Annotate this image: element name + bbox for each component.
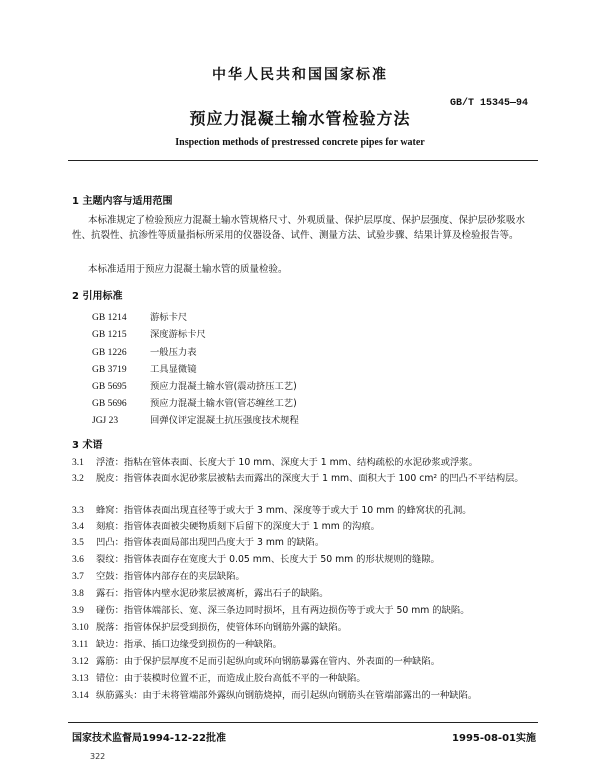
reference-title: 深度游标卡尺 <box>150 329 206 340</box>
term-item <box>72 553 536 567</box>
term-number: 3.8 <box>72 589 84 599</box>
reference-item <box>92 344 197 358</box>
reference-item <box>92 395 297 409</box>
term-text: 裂纹：指管体表面存在宽度大于 0.05 mm、长度大于 50 mm 的形状规则的缝隙。 <box>96 554 440 565</box>
reference-code: GB 1215 <box>92 330 127 340</box>
term-text: 蜂窝：指管体表面出现直径等于或大于 3 mm、深度等于或大于 10 mm 的蜂窝状的孔洞。 <box>96 505 472 516</box>
term-number: 3.9 <box>72 606 84 616</box>
page-title: 预应力混凝土输水管检验方法 <box>189 109 411 128</box>
section-heading-2: 2 引用标准 <box>72 291 123 302</box>
term-item <box>72 536 536 550</box>
term-number: 3.3 <box>72 506 84 516</box>
reference-title: 预应力混凝土输水管(管芯缠丝工艺) <box>150 398 297 409</box>
term-item <box>72 655 536 669</box>
term-item <box>72 604 536 618</box>
reference-code: JGJ 23 <box>92 416 119 426</box>
reference-code: GB 5695 <box>92 382 127 392</box>
section-heading-1: 1 主题内容与适用范围 <box>72 196 173 207</box>
reference-title: 工具显微镜 <box>150 364 197 375</box>
reference-title: 一般压力表 <box>150 347 197 358</box>
standard-code: GB/T 15345—94 <box>449 98 528 109</box>
term-item <box>72 456 536 470</box>
term-text: 空鼓：指管体内部存在的夹层缺陷。 <box>96 571 245 582</box>
standard-title: 中华人民共和国国家标准 <box>212 67 388 83</box>
reference-title: 预应力混凝土输水管(震动挤压工艺) <box>150 381 297 392</box>
term-text: 脱落：指管体保护层受到损伤，使管体环向钢筋外露的缺陷。 <box>96 622 348 633</box>
section1-paragraph-2: 本标准适用于预应力混凝土输水管的质量检验。 <box>88 264 288 275</box>
term-text: 纵筋露头：由于未将管端部外露纵向钢筋烧掉，而引起纵向钢筋头在管端部露出的一种缺陷。 <box>96 690 478 701</box>
term-text: 脱皮：指管体表面水泥砂浆层被粘去而露出的深度大于 1 mm、面积大于 100 cm² 的凹凸不平结构层。 <box>96 473 524 484</box>
implementation-date: 1995-08-01实施 <box>452 733 536 744</box>
page-number: 322 <box>90 752 106 761</box>
term-number: 3.11 <box>72 640 89 650</box>
term-item <box>72 638 536 652</box>
bottom-divider <box>68 722 538 723</box>
reference-code: GB 5696 <box>92 399 127 409</box>
section-heading-3: 3 术语 <box>72 440 103 451</box>
term-number: 3.7 <box>72 572 84 582</box>
reference-code: GB 3719 <box>92 365 127 375</box>
term-item <box>72 520 536 534</box>
term-item <box>72 570 536 584</box>
reference-title: 回弹仪评定混凝土抗压强度技术规程 <box>150 415 299 426</box>
english-title: Inspection methods of prestressed concrete pipes for water <box>175 137 425 148</box>
term-item <box>72 672 536 686</box>
term-number: 3.12 <box>72 657 89 667</box>
section1-paragraph-1: 本标准规定了检验预应力混凝土输水管规格尺寸、外观质量、保护层厚度、保护层强度、保护层砂浆吸水性、抗裂性、抗渗性等质量指标所采用的仪器设备、试件、测量方法、试验步骤、结果计算及检验报告等。 <box>72 215 526 241</box>
term-text: 错位：由于装模时位置不正，而造成止胶台高低不平的一种缺陷。 <box>96 673 366 684</box>
reference-item <box>92 412 299 426</box>
reference-item <box>92 326 206 340</box>
term-number: 3.13 <box>72 674 89 684</box>
top-divider <box>68 160 538 161</box>
term-text: 凹凸：指管体表面局部出现凹凸度大于 3 mm 的缺陷。 <box>96 537 325 548</box>
reference-title: 游标卡尺 <box>150 312 188 323</box>
term-text: 浮渣：指粘在管体表面、长度大于 10 mm、深度大于 1 mm、结构疏松的水泥砂浆或浮浆。 <box>96 457 478 468</box>
term-text: 碰伤：指管体端部长、宽、深三条边同时损坏，且有两边损伤等于或大于 50 mm 的缺陷。 <box>96 605 470 616</box>
term-text: 刻痕：指管体表面被尖硬物质刻下后留下的深度大于 1 mm 的沟痕。 <box>96 521 380 532</box>
term-number: 3.5 <box>72 538 84 548</box>
reference-item <box>92 378 297 392</box>
term-text: 露筋：由于保护层厚度不足而引起纵向或环向钢筋暴露在管内、外表面的一种缺陷。 <box>96 656 440 667</box>
reference-item <box>92 361 197 375</box>
term-item <box>72 504 536 518</box>
term-number: 3.10 <box>72 623 89 633</box>
term-item <box>72 689 536 703</box>
approval-note: 国家技术监督局1994-12-22批准 <box>72 733 226 744</box>
term-text: 缺边：指承、插口边缘受到损伤的一种缺陷。 <box>96 639 282 650</box>
term-item <box>72 472 536 486</box>
reference-code: GB 1214 <box>92 313 127 323</box>
term-number: 3.1 <box>72 458 84 468</box>
term-number: 3.4 <box>72 522 84 532</box>
term-text: 露石：指管体内壁水泥砂浆层被离析，露出石子的缺陷。 <box>96 588 329 599</box>
term-number: 3.14 <box>72 691 89 701</box>
term-item <box>72 587 536 601</box>
term-number: 3.2 <box>72 474 84 484</box>
term-item <box>72 621 536 635</box>
term-number: 3.6 <box>72 555 84 565</box>
reference-code: GB 1226 <box>92 348 127 358</box>
reference-item <box>92 309 187 323</box>
